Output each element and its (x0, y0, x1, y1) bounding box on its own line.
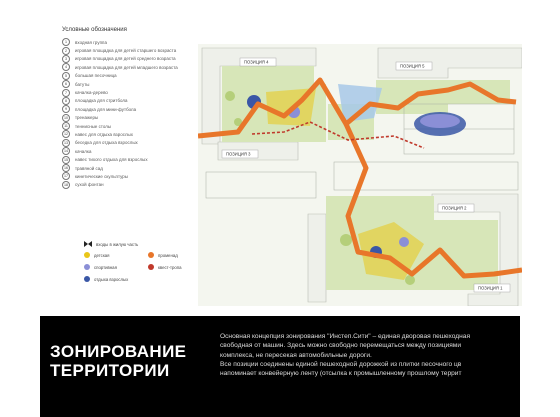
legend-item (62, 55, 202, 63)
key-label: отдыха взрослых (94, 276, 129, 282)
key-promenade (148, 252, 178, 258)
legend-number: 4 (62, 63, 70, 71)
legend-number: 15 (64, 157, 68, 162)
legend-number: 10 (64, 115, 68, 120)
legend-item (62, 80, 202, 88)
description-line: Основная концепция зонирования "Инстеп.Сити" – единая дворовая пешеходная (220, 333, 471, 340)
legend-label: игровая площадка для детей старшего возраста (75, 48, 177, 54)
site-plan-map (198, 44, 522, 306)
legend-number: 17 (64, 174, 68, 179)
position-label-2: ПОЗИЦИЯ 2 (442, 205, 467, 211)
legend-item (62, 130, 202, 138)
description-panel (40, 316, 520, 417)
legend-label: теннисные столы (75, 123, 112, 129)
legend-item (62, 46, 202, 54)
legend-number: 11 (62, 122, 70, 130)
position-label-3: ПОЗИЦИЯ 3 (226, 151, 251, 157)
legend-label: беседка для отдыха взрослых (75, 140, 138, 146)
key-entrances (84, 241, 138, 247)
position-label-4: ПОЗИЦИЯ 4 (244, 59, 269, 65)
legend-item (62, 139, 202, 147)
legend-item (62, 38, 202, 46)
legend-number: 9 (62, 105, 70, 113)
key-label: спортивная (94, 264, 117, 270)
legend-item (62, 114, 202, 122)
description-line: комплекса, не пересекая автомобильные дороги. (220, 351, 372, 359)
legend-label: большая песочница (75, 73, 117, 79)
key-quest (148, 264, 182, 270)
lilac-dot-icon (84, 264, 90, 270)
key-label: квест-тропа (158, 264, 182, 270)
legend-item (62, 122, 202, 130)
legend-item (62, 147, 202, 155)
legend-label: травяной сад (75, 165, 103, 171)
legend-number: 6 (62, 80, 70, 88)
position-label-1: ПОЗИЦИЯ 1 (478, 285, 503, 291)
legend-number: 1 (62, 38, 70, 46)
legend-number: 16 (64, 166, 68, 171)
blue-dot-icon (84, 276, 90, 282)
legend-item (62, 63, 202, 71)
key-label: входы в жилую часть (96, 241, 139, 247)
legend-label: сухой фонтан (75, 182, 104, 188)
legend-number: 18 (64, 182, 68, 187)
legend-label: игровая площадка для детей младшего возраста (75, 64, 178, 70)
legend-label: качалка (75, 148, 92, 154)
legend-label: батуты (75, 81, 90, 87)
key-label: променад (158, 252, 178, 258)
legend-item (62, 155, 202, 163)
legend-item (62, 72, 202, 80)
bowtie-icon (84, 241, 92, 247)
legend-label: игровая площадка для детей среднего возраста (75, 56, 176, 62)
description-line: Все позиции соединены единой пешеходной дорожкой из плитки песочного цв (220, 360, 462, 368)
key-kids (84, 252, 110, 258)
legend-label: навес тихого отдыха для взрослых (75, 157, 148, 163)
legend-item (62, 164, 202, 172)
legend-label: площадка для стритбола (75, 98, 128, 104)
legend-number: 12 (64, 132, 68, 137)
legend-number: 8 (62, 97, 70, 105)
description-line: напоминает конвейерную ленту (отсылка к промышленному прошлому террит (220, 370, 462, 378)
page-heading (50, 342, 186, 380)
legend-label: тренажеры (75, 115, 99, 121)
legend-item (62, 181, 202, 189)
legend-number: 7 (62, 89, 70, 97)
legend-label: входная группа (75, 39, 107, 45)
heading-line-1: ЗОНИРОВАНИЕ (50, 342, 187, 361)
legend-number: 2 (62, 47, 70, 55)
key-sport (84, 264, 117, 270)
description-line: свободная от машин. Здесь можно свободно перемещаться между позициями (220, 342, 462, 350)
legend-title: Условные обозначения (62, 27, 127, 33)
legend-item (62, 105, 202, 113)
legend-item (62, 172, 202, 180)
legend-label: навес для отдыха взрослых (75, 131, 134, 137)
key-adult (84, 276, 128, 282)
key-label: детская (94, 252, 110, 258)
red-dot-icon (148, 264, 154, 270)
legend-number: 3 (62, 55, 70, 63)
legend-label: качалка-дерево (75, 90, 108, 96)
legend-item (62, 97, 202, 105)
yellow-dot-icon (84, 252, 90, 258)
legend-list (62, 38, 202, 189)
description-text (220, 332, 520, 378)
orange-dot-icon (148, 252, 154, 258)
legend-number: 5 (62, 72, 70, 80)
legend-number: 14 (64, 149, 68, 154)
legend-label: кинетические скульптуры (75, 173, 128, 179)
legend-number: 13 (64, 140, 68, 145)
heading-line-2: ТЕРРИТОРИИ (50, 361, 170, 380)
legend-label: площадка для мини-футбола (75, 106, 137, 112)
position-label-5: ПОЗИЦИЯ 5 (400, 63, 425, 69)
legend-item (62, 88, 202, 96)
